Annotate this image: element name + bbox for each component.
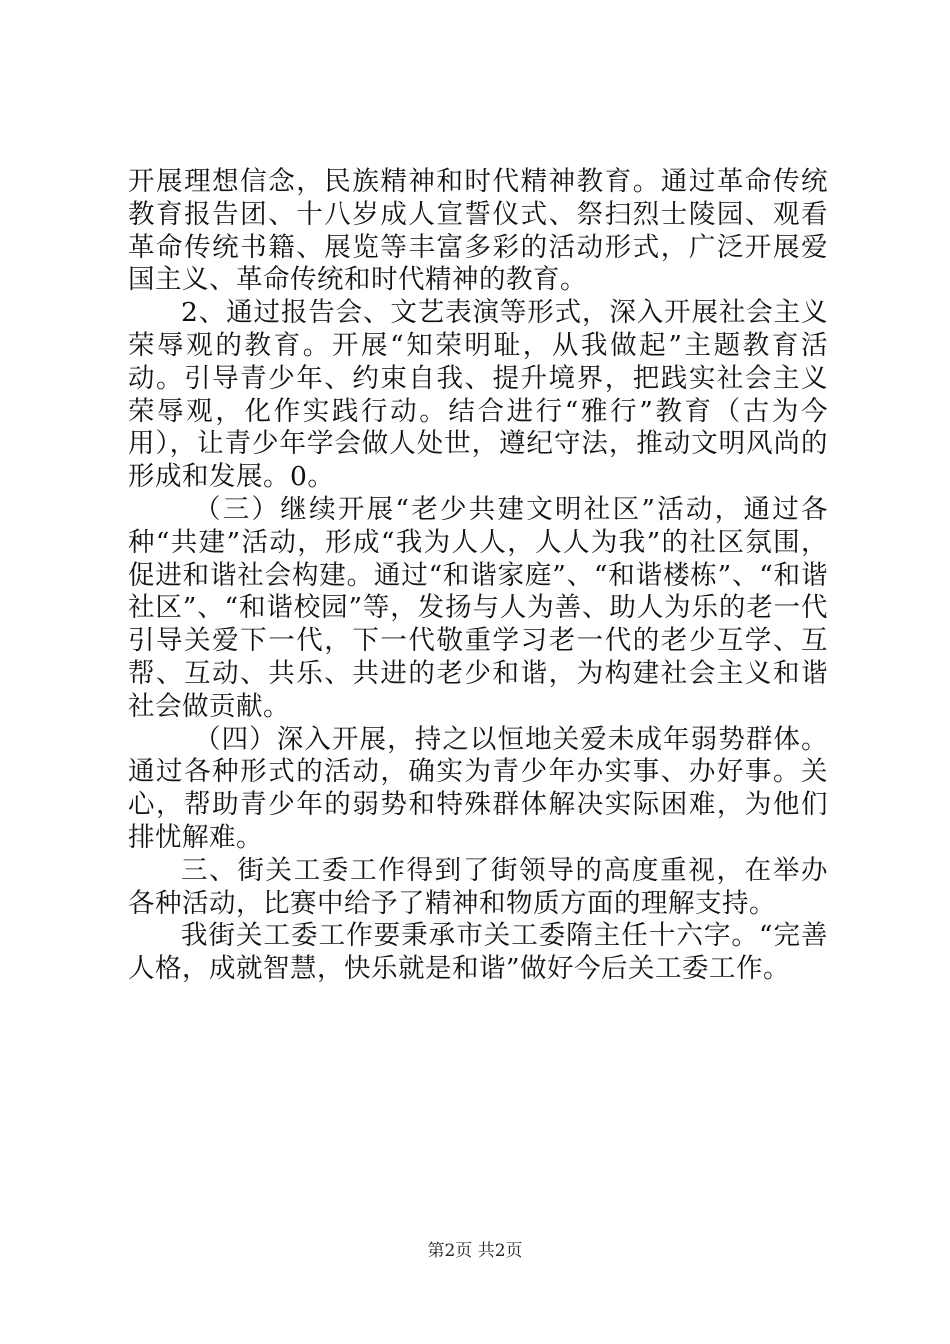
paragraph-honor-disgrace-education: 2、通过报告会、文艺表演等形式，深入开展社会主义荣辱观的教育。开展“知荣明耻，从我做起”主题教育活动。引导青少年、约束自我、提升境界，把践实社会主义荣辱观，化作实践行动。结合进行“雅行”教育（古为今用），让青少年学会做人处世，遵纪守法，推动文明风尚的形成和发展。0。 bbox=[128, 297, 828, 493]
paragraph-closing: 我街关工委工作要秉承市关工委隋主任十六字。“完善人格，成就智慧，快乐就是和谐”做好今后关工委工作。 bbox=[128, 920, 828, 985]
paragraph-ideals-education: 开展理想信念，民族精神和时代精神教育。通过革命传统教育报告团、十八岁成人宣誓仪式、祭扫烈士陵园、观看革命传统书籍、展览等丰富多彩的活动形式，广泛开展爱国主义、革命传统和时代精神的教育。 bbox=[128, 166, 828, 296]
paragraph-vulnerable-groups: （四）深入开展，持之以恒地关爱未成年弱势群体。通过各种形式的活动，确实为青少年办实事、办好事。关心，帮助青少年的弱势和特殊群体解决实际困难，为他们排忧解难。 bbox=[128, 723, 828, 853]
document-body bbox=[128, 166, 828, 986]
paragraph-community-building: （三）继续开展“老少共建文明社区”活动，通过各种“共建”活动，形成“我为人人，人人为我”的社区氛围，促进和谐社会构建。通过“和谐家庭”、“和谐楼栋”、“和谐社区”、“和谐校园”等，发扬与人为善、助人为乐的老一代引导关爱下一代，下一代敬重学习老一代的老少互学、互帮、互动、共乐、共进的老少和谐，为构建社会主义和谐社会做贡献。 bbox=[128, 493, 828, 722]
page-number-footer: 第2页 共2页 bbox=[427, 1241, 523, 1261]
paragraph-leadership-support: 三、街关工委工作得到了街领导的高度重视，在举办各种活动，比赛中给予了精神和物质方面的理解支持。 bbox=[128, 854, 828, 919]
